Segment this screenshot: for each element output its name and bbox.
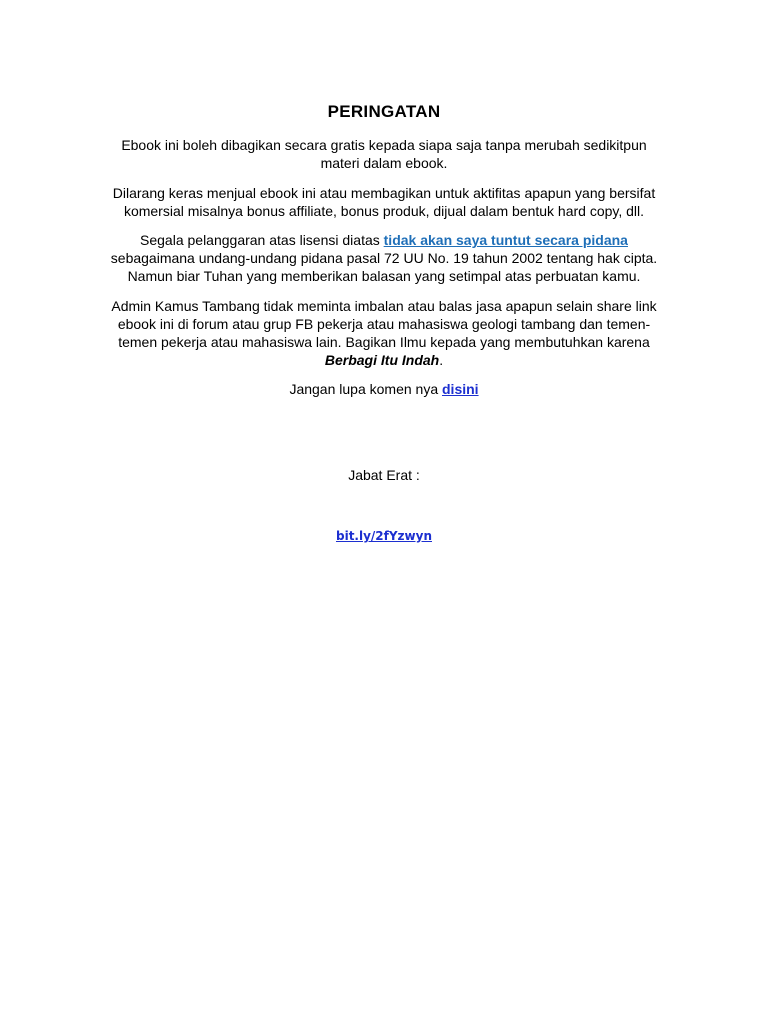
paragraph-line: komersial misalnya bonus affiliate, bonus produk, dijual dalam bentuk hard copy, dll. [123,203,645,219]
comment-here-link[interactable]: disini [442,381,479,397]
signoff-text: Jabat Erat : [348,467,420,483]
paragraph-line [100,351,668,369]
paragraph-line: sebagaimana undang-undang pidana pasal 72 UU No. 19 tahun 2002 tentang hak cipta. [110,250,658,266]
paragraph-admin-request [100,297,668,369]
paragraph-text: Segala pelanggaran atas lisensi diatas [140,232,384,248]
paragraph-license-violation [100,231,668,285]
paragraph-line: ebook ini di forum atau grup FB pekerja atau mahasiswa geologi tambang dan temen- [117,316,651,332]
paragraph-line: materi dalam ebook. [320,155,448,171]
berbagi-itu-indah-emphasis: Berbagi Itu Indah [324,352,440,368]
paragraph-line: Admin Kamus Tambang tidak meminta imbalan atau balas jasa apapun selain share link [111,298,657,314]
paragraph-line: temen pekerja atau mahasiswa lain. Bagikan Ilmu kepada yang membutuhkan karena [118,334,650,350]
page-title: PERINGATAN [327,102,441,121]
no-prosecution-link[interactable]: tidak akan saya tuntut secara pidana [383,232,628,248]
paragraph-comment-request [100,380,668,398]
paragraph-line [100,231,668,249]
paragraph-line [100,380,668,398]
paragraph-line: Namun biar Tuhan yang memberikan balasan yang setimpal atas perbuatan kamu. [127,268,641,284]
paragraph-line: Dilarang keras menjual ebook ini atau membagikan untuk aktifitas apapun yang bersifat [112,185,656,201]
short-url-link[interactable]: bit.ly/2fYzwyn [335,529,432,543]
paragraph-sales-prohibition [100,184,668,220]
paragraph-text: Jangan lupa komen nya [289,381,442,397]
paragraph-text: . [439,352,444,368]
paragraph-sharing-permission [100,136,668,172]
paragraph-line: Ebook ini boleh dibagikan secara gratis kepada siapa saja tanpa merubah sedikitpun [121,137,647,153]
